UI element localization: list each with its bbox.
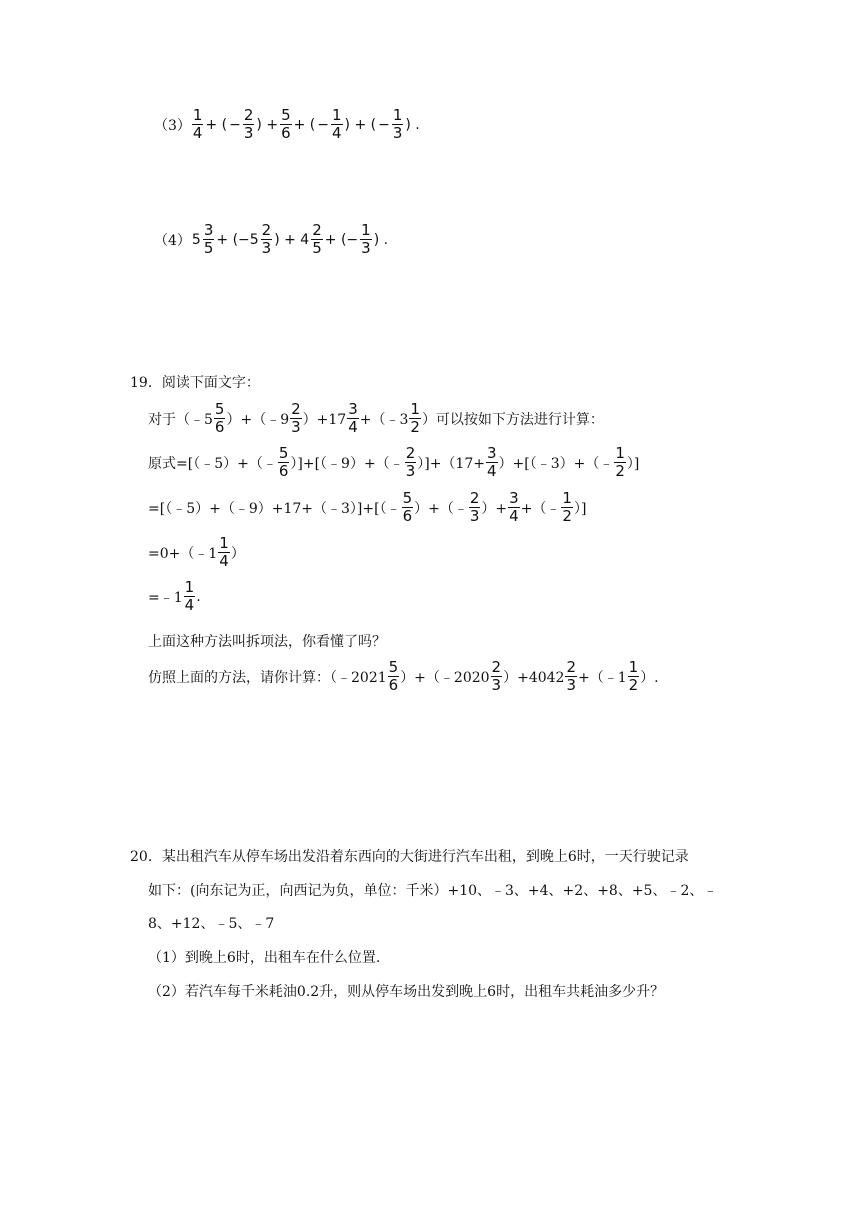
fraction: $\frac{1}{2}$ (615, 444, 625, 480)
fraction: $\frac{3}{4}$ (509, 489, 519, 525)
fraction: $\frac{1}{4}$ (332, 106, 342, 142)
fraction: $\frac{2}{3}$ (261, 221, 272, 257)
fraction: $\frac{1}{3}$ (392, 106, 403, 142)
q18-part3: （3） $\frac{1}{4}$ + ( − $\frac{2}{3}$ ) + $\frac{5}{6}$ + ( − $\frac{1}{4}$ ) + ( − $\frac{1}{3}$ ) . (154, 106, 420, 142)
fraction: $\frac{1}{4}$ (219, 534, 229, 570)
fraction: $\frac{2}{3}$ (243, 106, 254, 142)
fraction: $\frac{2}{3}$ (566, 658, 576, 694)
fraction: $\frac{1}{2}$ (410, 400, 420, 436)
fraction: $\frac{5}{6}$ (214, 400, 225, 436)
q19-line1: 对于（﹣5 $\frac{5}{6}$ ）+（﹣9 $\frac{2}{3}$ ）+17 $\frac{3}{4}$ +（﹣3 $\frac{1}{2}$ ）可以按如下方法进行计算： (148, 400, 604, 436)
fraction: $\frac{1}{4}$ (184, 578, 195, 614)
q20-line3: 8、+12、﹣5、﹣7 (148, 916, 275, 932)
fraction: $\frac{2}{5}$ (312, 221, 322, 257)
fraction: $\frac{1}{3}$ (361, 221, 371, 257)
q19-line7: 仿照上面的方法，请你计算：（﹣2021 $\frac{5}{6}$ ）+（﹣2020 $\frac{2}{3}$ ）+4042 $\frac{2}{3}$ +（﹣1 $\frac{1}{2}$ ）. (148, 658, 659, 694)
fraction: $\frac{2}{3}$ (469, 489, 480, 525)
q19-line3: =[（﹣5）+（﹣9）+17+（﹣3）]+[（﹣ $\frac{5}{6}$ ）+（﹣ $\frac{2}{3}$ ）+ $\frac{3}{4}$ +（﹣ $\frac{1}{2}$ ）] (148, 489, 587, 525)
fraction: $\frac{5}{6}$ (388, 658, 399, 694)
fraction: $\frac{2}{3}$ (291, 400, 301, 436)
q20-line1: 20．某出租汽车从停车场出发沿着东西向的大街进行汽车出租，到晚上6时，一天行驶记录 (130, 849, 689, 865)
part-label: （4） (154, 232, 191, 249)
q20-sub2: （2）若汽车每千米耗油0.2升，则从停车场出发到晚上6时，出租车共耗油多少升？ (148, 984, 665, 1000)
fraction: $\frac{3}{4}$ (486, 444, 497, 480)
fraction: $\frac{2}{3}$ (405, 444, 416, 480)
part-label: （3） (154, 117, 191, 134)
q19-title: 19．阅读下面文字： (130, 375, 260, 391)
q20-line2: 如下：(向东记为正，向西记为负，单位：千米）+10、﹣3、+4、+2、+8、+5、﹣2、﹣ (148, 883, 718, 899)
fraction: $\frac{2}{3}$ (491, 658, 502, 694)
fraction: $\frac{5}{6}$ (281, 106, 291, 142)
fraction: $\frac{3}{5}$ (203, 221, 214, 257)
q19-line4: =0+（﹣1 $\frac{1}{4}$ ） (148, 534, 245, 570)
fraction: $\frac{3}{4}$ (348, 400, 358, 436)
fraction: $\frac{1}{2}$ (628, 658, 639, 694)
fraction: $\frac{1}{2}$ (562, 489, 572, 525)
q19-line5: =﹣1 $\frac{1}{4}$ . (148, 578, 201, 614)
fraction: $\frac{1}{4}$ (192, 106, 203, 142)
q19-line2: 原式=[（﹣5）+（﹣ $\frac{5}{6}$ ）]+[（﹣9）+（﹣ $\frac{2}{3}$ ）]+（17+ $\frac{3}{4}$ ）+[（﹣3）+（﹣ $\frac{1}{2}$ ）] (148, 444, 640, 480)
q19-line6: 上面这种方法叫拆项法，你看懂了吗？ (148, 634, 386, 650)
q18-part4: （4） 5 $\frac{3}{5}$ + (−5 $\frac{2}{3}$ ) + 4 $\frac{2}{5}$ + (− $\frac{1}{3}$ ) . (154, 221, 389, 257)
q20-sub1: （1）到晚上6时，出租车在什么位置. (148, 950, 381, 966)
fraction: $\frac{5}{6}$ (278, 444, 289, 480)
fraction: $\frac{5}{6}$ (402, 489, 413, 525)
